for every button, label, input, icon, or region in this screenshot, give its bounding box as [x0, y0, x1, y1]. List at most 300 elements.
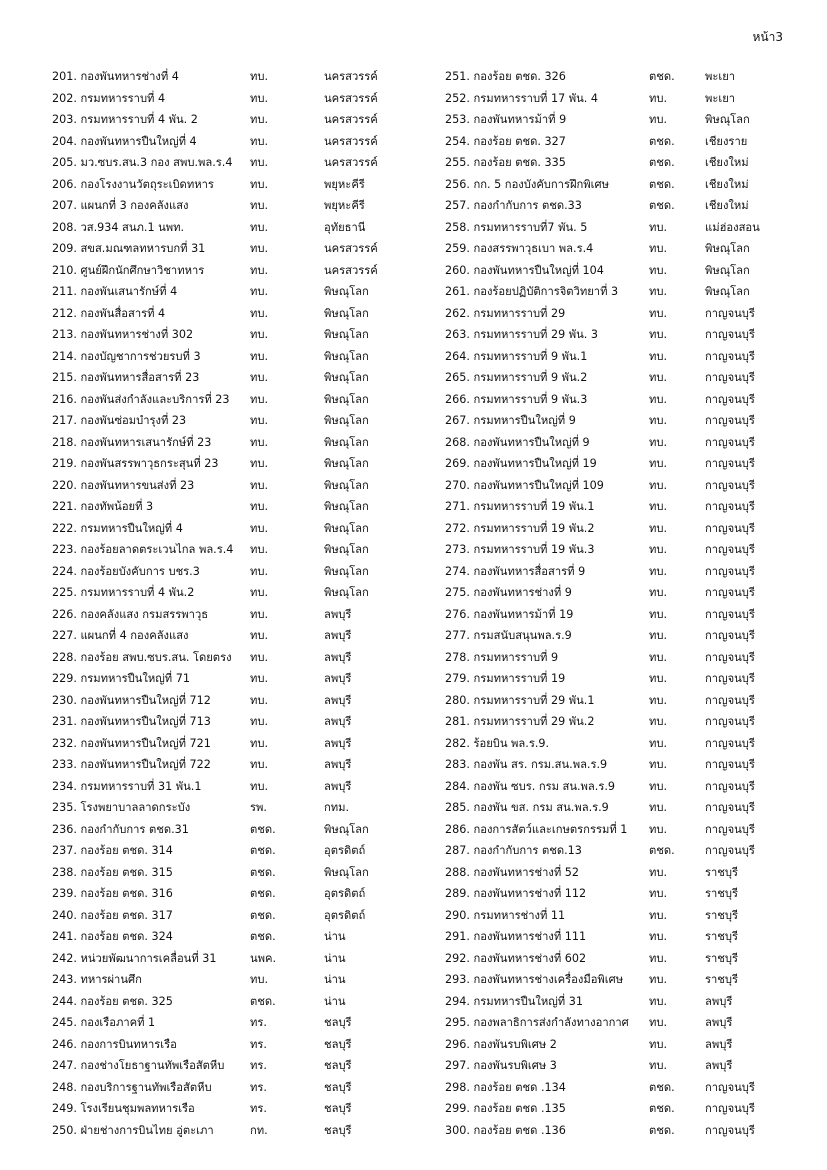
unit-location: กาญจนบุรี [705, 650, 755, 664]
unit-agency: ทบ. [649, 629, 668, 642]
list-row [445, 389, 785, 411]
list-row [52, 88, 404, 110]
unit-name: 254. กองร้อย ตชด. 327 [445, 134, 566, 148]
unit-location: พิษณุโลก [324, 543, 369, 556]
unit-name: 203. กรมทหารราบที่ 4 พัน. 2 [52, 113, 198, 126]
list-row [445, 152, 785, 174]
unit-name: 259. กองสรรพาวุธเบา พล.ร.4 [445, 242, 594, 255]
list-row [445, 367, 785, 389]
unit-agency: ทบ. [649, 457, 668, 470]
unit-agency: ทบ. [649, 91, 668, 105]
unit-agency: ทบ. [250, 500, 269, 513]
unit-location: กาญจนบุรี [705, 607, 755, 621]
unit-name: 246. กองการบินทหารเรือ [52, 1037, 177, 1051]
unit-location: ลพบุรี [324, 736, 352, 750]
unit-name: 256. กก. 5 กองบังคับการฝึกพิเศษ [445, 177, 609, 191]
unit-name: 291. กองพันทหารช่างที่ 111 [445, 930, 587, 943]
unit-name: 289. กองพันทหารช่างที่ 112 [445, 887, 587, 900]
unit-agency: ทบ. [250, 134, 269, 148]
unit-location: กาญจนบุรี [705, 521, 755, 535]
unit-location: พิษณุโลก [324, 478, 369, 492]
unit-location: กาญจนบุรี [705, 693, 755, 707]
unit-name: 260. กองพันทหารปืนใหญ่ที่ 104 [445, 263, 604, 277]
unit-location: นครสวรรค์ [324, 134, 378, 148]
list-row [52, 1055, 404, 1077]
list-row [52, 1077, 404, 1099]
list-row [445, 195, 785, 217]
unit-agency: ตชด. [250, 930, 276, 943]
unit-agency: ทบ. [250, 779, 269, 793]
unit-name: 280. กรมทหารราบที่ 29 พัน.1 [445, 693, 595, 707]
list-row [52, 754, 404, 776]
unit-name: 243. ทหารผ่านศึก [52, 973, 142, 986]
unit-name: 266. กรมทหารราบที่ 9 พัน.3 [445, 392, 588, 406]
unit-name: 300. กองร้อย ตชด .136 [445, 1123, 566, 1137]
unit-agency: ทบ. [250, 650, 269, 664]
unit-name: 283. กองพัน สร. กรม.สน.พล.ร.9 [445, 758, 608, 771]
unit-agency: ตชด. [250, 887, 276, 900]
unit-location: พยุหะคีรี [324, 177, 365, 191]
list-row [445, 1098, 785, 1120]
list-row [445, 238, 785, 260]
list-row [445, 948, 785, 970]
unit-agency: ทบ. [250, 414, 269, 427]
unit-location: พิษณุโลก [324, 521, 369, 535]
unit-agency: ทร. [250, 1016, 267, 1029]
unit-name: 237. กองร้อย ตชด. 314 [52, 844, 173, 857]
list-row [445, 862, 785, 884]
unit-location: เชียงใหม่ [705, 199, 749, 212]
unit-agency: ทร. [250, 1059, 267, 1072]
unit-name: 236. กองกำกับการ ตชด.31 [52, 822, 189, 836]
unit-name: 267. กรมทหารปืนใหญ่ที่ 9 [445, 414, 576, 427]
list-row [445, 969, 785, 991]
right-column [445, 66, 785, 1141]
unit-location: กาญจนบุรี [705, 586, 755, 599]
unit-name: 222. กรมทหารปืนใหญ่ที่ 4 [52, 521, 183, 535]
list-row [52, 109, 404, 131]
unit-agency: ทร. [250, 1037, 267, 1051]
unit-location: นครสวรรค์ [324, 70, 378, 83]
unit-agency: ทบ. [649, 779, 668, 793]
list-row [52, 496, 404, 518]
unit-agency: ทบ. [250, 564, 269, 578]
unit-location: ราชบุรี [705, 973, 738, 986]
unit-location: กาญจนบุรี [705, 543, 755, 556]
list-row [52, 604, 404, 626]
unit-name: 297. กองพันรบพิเศษ 3 [445, 1059, 557, 1072]
list-row [52, 367, 404, 389]
unit-agency: ทบ. [649, 500, 668, 513]
unit-name: 292. กองพันทหารช่างที่ 602 [445, 951, 587, 965]
unit-location: กาญจนบุรี [705, 758, 755, 771]
unit-agency: ทบ. [250, 457, 269, 470]
unit-agency: ทบ. [250, 70, 269, 83]
unit-location: กาญจนบุรี [705, 478, 755, 492]
list-row [445, 840, 785, 862]
unit-agency: ทบ. [649, 306, 668, 320]
unit-agency: ทบ. [250, 543, 269, 556]
unit-name: 277. กรมสนับสนุนพล.ร.9 [445, 629, 572, 642]
unit-agency: ทบ. [250, 156, 269, 169]
unit-agency: ตชด. [250, 908, 276, 922]
unit-name: 281. กรมทหารราบที่ 29 พัน.2 [445, 715, 595, 728]
unit-agency: ทบ. [250, 371, 269, 384]
unit-name: 230. กองพันทหารปืนใหญ่ที่ 712 [52, 693, 211, 707]
list-row [52, 346, 404, 368]
unit-name: 278. กรมทหารราบที่ 9 [445, 650, 559, 664]
unit-name: 209. สขส.มณฑลทหารบกที่ 31 [52, 242, 206, 255]
unit-agency: ตชด. [250, 844, 276, 857]
unit-location: ลพบุรี [705, 1037, 733, 1051]
unit-location: เชียงใหม่ [705, 156, 749, 169]
list-row [445, 303, 785, 325]
unit-location: ลพบุรี [324, 650, 352, 664]
unit-name: 202. กรมทหารราบที่ 4 [52, 91, 166, 105]
unit-location: อุตรดิตถ์ [324, 887, 366, 900]
unit-location: พิษณุโลก [324, 285, 369, 298]
unit-location: พิษณุโลก [324, 306, 369, 320]
list-row [52, 174, 404, 196]
list-row [445, 131, 785, 153]
unit-location: พิษณุโลก [324, 414, 369, 427]
unit-agency: ตชด. [250, 822, 276, 836]
unit-agency: ทบ. [649, 543, 668, 556]
unit-name: 276. กองพันทหารม้าที่ 19 [445, 607, 574, 621]
unit-agency: ทบ. [649, 392, 668, 406]
unit-agency: ตชด. [649, 199, 675, 212]
unit-location: น่าน [324, 930, 346, 943]
unit-agency: ทบ. [649, 973, 668, 986]
list-row [52, 432, 404, 454]
unit-name: 226. กองคลังแสง กรมสรรพาวุธ [52, 607, 209, 621]
unit-location: กาญจนบุรี [705, 672, 755, 685]
unit-agency: ตชด. [649, 177, 675, 191]
list-row [445, 690, 785, 712]
unit-location: อุตรดิตถ์ [324, 844, 366, 857]
unit-name: 247. กองช่างโยธาฐานทัพเรือสัตหีบ [52, 1059, 225, 1072]
unit-name: 217. กองพันซ่อมบำรุงที่ 23 [52, 414, 187, 427]
unit-agency: ทบ. [649, 650, 668, 664]
list-row [52, 453, 404, 475]
unit-agency: ทบ. [649, 908, 668, 922]
unit-agency: ทบ. [649, 242, 668, 255]
list-row [445, 432, 785, 454]
unit-agency: ทบ. [250, 328, 269, 341]
unit-agency: ทบ. [649, 822, 668, 836]
unit-agency: ทบ. [649, 371, 668, 384]
unit-agency: ตชด. [649, 1080, 675, 1094]
unit-agency: ทบ. [649, 951, 668, 965]
unit-agency: ทบ. [250, 758, 269, 771]
list-row [445, 324, 785, 346]
unit-agency: ทบ. [250, 242, 269, 255]
unit-name: 215. กองพันทหารสื่อสารที่ 23 [52, 371, 200, 384]
unit-agency: ตชด. [649, 156, 675, 169]
unit-name: 244. กองร้อย ตชด. 325 [52, 994, 173, 1008]
unit-name: 228. กองร้อย สพบ.ซบร.สน. โดยตรง [52, 650, 232, 664]
unit-location: พิษณุโลก [324, 457, 369, 470]
unit-location: ชลบุรี [324, 1080, 352, 1094]
unit-agency: ตชด. [649, 1102, 675, 1115]
list-row [445, 711, 785, 733]
unit-location: พิษณุโลก [324, 392, 369, 406]
list-row [445, 281, 785, 303]
unit-location: น่าน [324, 951, 346, 965]
unit-name: 295. กองพลาธิการส่งกำลังทางอากาศ [445, 1016, 629, 1029]
unit-agency: ทบ. [250, 263, 269, 277]
unit-agency: ทบ. [649, 994, 668, 1008]
list-row [52, 324, 404, 346]
unit-agency: ทบ. [250, 435, 269, 449]
unit-agency: ทบ. [250, 113, 269, 126]
unit-agency: ทบ. [250, 672, 269, 685]
unit-name: 298. กองร้อย ตชด .134 [445, 1080, 566, 1094]
unit-name: 207. แผนกที่ 3 กองคลังแสง [52, 199, 189, 212]
list-row [52, 991, 404, 1013]
list-row [445, 260, 785, 282]
unit-location: ลพบุรี [705, 1059, 733, 1072]
unit-location: พิษณุโลก [705, 113, 750, 126]
unit-name: 208. วส.934 สนภ.1 นพท. [52, 220, 185, 234]
unit-location: น่าน [324, 973, 346, 986]
unit-name: 296. กองพันรบพิเศษ 2 [445, 1037, 557, 1051]
unit-name: 272. กรมทหารราบที่ 19 พัน.2 [445, 521, 595, 535]
list-row [52, 389, 404, 411]
unit-location: กาญจนบุรี [705, 779, 755, 793]
unit-location: พะเยา [705, 70, 736, 83]
list-row [52, 1012, 404, 1034]
list-row [52, 561, 404, 583]
unit-name: 225. กรมทหารราบที่ 4 พัน.2 [52, 586, 195, 599]
unit-name: 269. กองพันทหารปืนใหญ่ที่ 19 [445, 457, 597, 470]
unit-location: ชลบุรี [324, 1037, 352, 1051]
list-row [52, 733, 404, 755]
unit-agency: ทบ. [250, 220, 269, 234]
unit-location: ลพบุรี [324, 607, 352, 621]
unit-location: กาญจนบุรี [705, 414, 755, 427]
unit-agency: ทบ. [649, 478, 668, 492]
list-row [445, 453, 785, 475]
unit-name: 201. กองพันทหารช่างที่ 4 [52, 70, 179, 83]
unit-location: อุทัยธานี [324, 220, 366, 234]
list-row [52, 862, 404, 884]
list-row [445, 905, 785, 927]
unit-location: ราชบุรี [705, 908, 738, 922]
unit-name: 219. กองพันสรรพาวุธกระสุนที่ 23 [52, 457, 219, 470]
list-row [445, 1034, 785, 1056]
list-row [52, 969, 404, 991]
unit-agency: ทบ. [649, 564, 668, 578]
list-row [52, 303, 404, 325]
unit-agency: ทบ. [250, 392, 269, 406]
list-row [52, 281, 404, 303]
unit-name: 249. โรงเรียนชุมพลทหารเรือ [52, 1102, 195, 1115]
unit-name: 229. กรมทหารปืนใหญ่ที่ 71 [52, 672, 190, 685]
unit-location: ลพบุรี [324, 758, 352, 771]
unit-agency: ทบ. [250, 715, 269, 728]
unit-agency: ทบ. [649, 887, 668, 900]
unit-agency: ทบ. [250, 736, 269, 750]
unit-name: 274. กองพันทหารสื่อสารที่ 9 [445, 564, 586, 578]
list-row [52, 152, 404, 174]
unit-agency: ทบ. [250, 607, 269, 621]
unit-location: ชลบุรี [324, 1059, 352, 1072]
unit-location: นครสวรรค์ [324, 242, 378, 255]
unit-location: พิษณุโลก [324, 564, 369, 578]
unit-name: 285. กองพัน ขส. กรม สน.พล.ร.9 [445, 801, 609, 814]
unit-agency: ทบ. [649, 328, 668, 341]
unit-location: กาญจนบุรี [705, 457, 755, 470]
unit-agency: ทบ. [649, 715, 668, 728]
list-row [445, 582, 785, 604]
unit-name: 271. กรมทหารราบที่ 19 พัน.1 [445, 500, 595, 513]
unit-agency: ทบ. [649, 1037, 668, 1051]
unit-name: 227. แผนกที่ 4 กองคลังแสง [52, 629, 189, 642]
list-row [445, 539, 785, 561]
list-row [445, 88, 785, 110]
unit-name: 279. กรมทหารราบที่ 19 [445, 672, 566, 685]
page-number: หน้า3 [752, 30, 783, 44]
list-row [445, 926, 785, 948]
unit-agency: นพค. [250, 951, 277, 965]
unit-agency: ตชด. [649, 1123, 675, 1137]
unit-location: ลพบุรี [324, 672, 352, 685]
unit-location: กาญจนบุรี [705, 500, 755, 513]
list-row [52, 518, 404, 540]
unit-location: กาญจนบุรี [705, 1123, 755, 1137]
unit-location: กทม. [324, 801, 350, 814]
list-row [445, 991, 785, 1013]
unit-location: พิษณุโลก [324, 328, 369, 341]
unit-name: 231. กองพันทหารปืนใหญ่ที่ 713 [52, 715, 211, 728]
unit-name: 250. ฝ่ายช่างการบินไทย อู่ตะเภา [52, 1123, 214, 1137]
unit-name: 212. กองพันสื่อสารที่ 4 [52, 306, 166, 320]
unit-location: นครสวรรค์ [324, 263, 378, 277]
list-row [52, 948, 404, 970]
unit-agency: รพ. [250, 801, 267, 814]
unit-name: 233. กองพันทหารปืนใหญ่ที่ 722 [52, 758, 211, 771]
unit-location: นครสวรรค์ [324, 91, 378, 105]
list-row [52, 926, 404, 948]
unit-agency: ทบ. [649, 930, 668, 943]
unit-location: พิษณุโลก [324, 500, 369, 513]
unit-agency: ทบ. [649, 521, 668, 535]
list-row [52, 647, 404, 669]
unit-agency: ทบ. [250, 478, 269, 492]
unit-location: พิษณุโลก [705, 242, 750, 255]
list-row [52, 1120, 404, 1142]
unit-location: กาญจนบุรี [705, 1080, 755, 1094]
unit-location: ชลบุรี [324, 1102, 352, 1115]
unit-location: ชลบุรี [324, 1123, 352, 1137]
unit-name: 206. กองโรงงานวัตถุระเบิดทหาร [52, 177, 214, 191]
unit-location: กาญจนบุรี [705, 435, 755, 449]
list-row [445, 1120, 785, 1142]
unit-name: 265. กรมทหารราบที่ 9 พัน.2 [445, 371, 588, 384]
unit-name: 257. กองกำกับการ ตชด.33 [445, 199, 582, 212]
left-column [52, 66, 404, 1141]
list-row [52, 625, 404, 647]
unit-location: กาญจนบุรี [705, 349, 755, 363]
list-row [445, 561, 785, 583]
list-row [445, 518, 785, 540]
unit-name: 268. กองพันทหารปืนใหญ่ที่ 9 [445, 435, 590, 449]
unit-location: ลพบุรี [705, 1016, 733, 1029]
unit-agency: ทบ. [649, 801, 668, 814]
unit-location: พิษณุโลก [705, 263, 750, 277]
unit-agency: ทบ. [250, 349, 269, 363]
unit-location: เชียงราย [705, 134, 748, 148]
unit-name: 258. กรมทหารราบที่7 พัน. 5 [445, 220, 588, 234]
unit-location: กาญจนบุรี [705, 392, 755, 406]
unit-agency: ทบ. [250, 285, 269, 298]
unit-agency: ตชด. [649, 70, 675, 83]
unit-location: กาญจนบุรี [705, 629, 755, 642]
unit-agency: ทบ. [649, 414, 668, 427]
unit-agency: ทบ. [250, 521, 269, 535]
unit-location: กาญจนบุรี [705, 564, 755, 578]
unit-agency: ทบ. [649, 736, 668, 750]
list-row [445, 109, 785, 131]
list-row [445, 1077, 785, 1099]
unit-location: พิษณุโลก [324, 435, 369, 449]
unit-location: ชลบุรี [324, 1016, 352, 1029]
list-row [445, 346, 785, 368]
unit-name: 216. กองพันส่งกำลังและบริการที่ 23 [52, 392, 230, 406]
unit-location: ราชบุรี [705, 887, 738, 900]
unit-name: 263. กรมทหารราบที่ 29 พัน. 3 [445, 328, 599, 341]
unit-agency: ทบ. [649, 113, 668, 126]
list-row [52, 905, 404, 927]
unit-name: 232. กองพันทหารปืนใหญ่ที่ 721 [52, 736, 211, 750]
unit-agency: ทบ. [649, 1016, 668, 1029]
list-row [445, 625, 785, 647]
list-row [445, 883, 785, 905]
unit-agency: ทบ. [649, 693, 668, 707]
unit-agency: ทบ. [649, 220, 668, 234]
unit-agency: ทร. [250, 1080, 267, 1094]
unit-agency: ทบ. [250, 91, 269, 105]
unit-agency: ทบ. [250, 629, 269, 642]
unit-agency: ทบ. [649, 263, 668, 277]
list-row [445, 733, 785, 755]
unit-location: พิษณุโลก [705, 285, 750, 298]
unit-name: 211. กองพันเสนารักษ์ที่ 4 [52, 285, 178, 298]
unit-name: 221. กองทัพน้อยที่ 3 [52, 500, 154, 513]
unit-location: พิษณุโลก [324, 349, 369, 363]
unit-agency: กท. [250, 1123, 268, 1137]
unit-location: กาญจนบุรี [705, 715, 755, 728]
unit-location: เชียงใหม่ [705, 177, 749, 191]
unit-location: กาญจนบุรี [705, 1102, 755, 1115]
unit-location: แม่ฮ่องสอน [705, 220, 760, 234]
unit-name: 264. กรมทหารราบที่ 9 พัน.1 [445, 349, 588, 363]
list-row [52, 217, 404, 239]
unit-name: 248. กองบริการฐานทัพเรือสัตหีบ [52, 1080, 212, 1094]
unit-name: 235. โรงพยาบาลลาดกระบัง [52, 801, 191, 814]
unit-name: 234. กรมทหารราบที่ 31 พัน.1 [52, 779, 202, 793]
unit-name: 262. กรมทหารราบที่ 29 [445, 306, 566, 320]
unit-location: กาญจนบุรี [705, 736, 755, 750]
unit-location: ราชบุรี [705, 951, 738, 965]
unit-location: พิษณุโลก [324, 586, 369, 599]
unit-name: 241. กองร้อย ตชด. 324 [52, 930, 173, 943]
unit-agency: ทบ. [649, 586, 668, 599]
unit-name: 253. กองพันทหารม้าที่ 9 [445, 113, 567, 126]
unit-name: 245. กองเรือภาคที่ 1 [52, 1016, 156, 1029]
unit-agency: ทบ. [649, 607, 668, 621]
